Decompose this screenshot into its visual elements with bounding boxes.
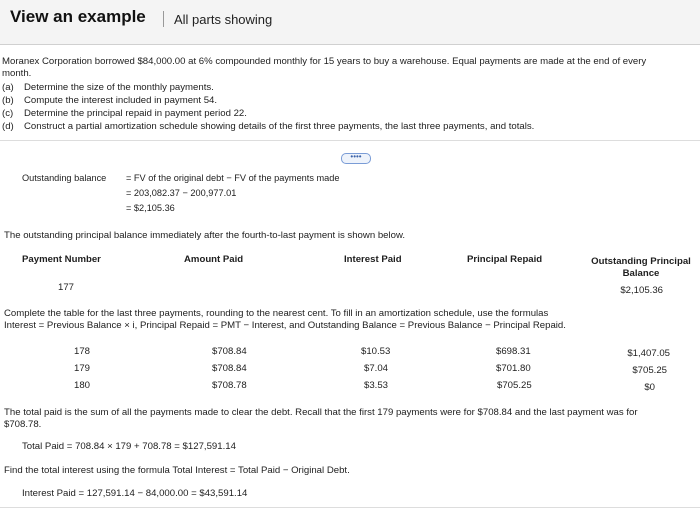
table-row-180-interest: $3.53 <box>364 380 389 391</box>
col-header-balance: Balance <box>622 268 660 279</box>
col-header-outstanding-principal: Outstanding Principal <box>591 256 691 267</box>
total-paragraph-line1: The total paid is the sum of all the payments made to clear the debt. Recall that the first 179 payments were for $708.84 and the last payment was for <box>4 407 638 418</box>
balance-values: = 203,082.37 − 200,977.01 <box>126 188 237 198</box>
table-row-180-amount: $708.78 <box>212 380 247 391</box>
header-divider <box>163 11 164 27</box>
outstanding-intro: The outstanding principal balance immediately after the fourth-to-last payment is shown below. <box>4 230 406 241</box>
table-row-179-interest: $7.04 <box>364 363 389 374</box>
table-row-178-principal: $698.31 <box>496 346 531 357</box>
example-subtitle: All parts showing <box>174 12 273 27</box>
example-title: View an example <box>10 7 146 26</box>
find-interest-text: Find the total interest using the formula Total Interest = Total Paid − Original Debt. <box>4 465 350 476</box>
part-b-text: Compute the interest included in payment 54. <box>24 95 218 106</box>
part-a-label: (a) <box>2 82 14 93</box>
section-divider <box>0 140 700 141</box>
table-row-177-payment: 177 <box>58 282 75 293</box>
col-header-principal-repaid: Principal Repaid <box>467 254 543 265</box>
part-b-label: (b) <box>2 95 14 106</box>
table-row-179-principal: $701.80 <box>496 363 531 374</box>
table-row-180-balance: $0 <box>644 382 655 393</box>
part-a-text: Determine the size of the monthly payments. <box>24 82 214 93</box>
total-paid-formula: Total Paid = 708.84 × 179 + 708.78 = $127,591.14 <box>22 441 236 452</box>
col-header-payment-number: Payment Number <box>22 254 101 265</box>
total-paragraph-line2: $708.78. <box>4 419 42 430</box>
bottom-divider <box>0 507 700 508</box>
table-row-178-interest: $10.53 <box>361 346 391 357</box>
part-c-text: Determine the principal repaid in payment period 22. <box>24 108 247 119</box>
table-row-178-payment: 178 <box>74 346 91 357</box>
problem-statement-line2: month. <box>2 68 32 79</box>
part-d-text: Construct a partial amortization schedule showing details of the first three payments, the last three payments, and totals. <box>24 121 535 132</box>
instructions-line1: Complete the table for the last three payments, rounding to the nearest cent. To fill in an amortization schedule, use the formulas <box>4 308 549 319</box>
part-d-label: (d) <box>2 121 14 132</box>
col-header-amount-paid: Amount Paid <box>184 254 244 265</box>
table-row-179-balance: $705.25 <box>632 365 667 376</box>
balance-result: = $2,105.36 <box>126 203 175 213</box>
col-header-interest-paid: Interest Paid <box>344 254 402 265</box>
table-row-179-amount: $708.84 <box>212 363 247 374</box>
expand-steps-button[interactable]: •••• <box>341 153 371 164</box>
balance-expression: = FV of the original debt − FV of the payments made <box>126 173 340 183</box>
balance-label: Outstanding balance <box>22 173 107 183</box>
table-row-180-payment: 180 <box>74 380 91 391</box>
interest-paid-formula: Interest Paid = 127,591.14 − 84,000.00 = $43,591.14 <box>22 488 248 499</box>
table-row-179-payment: 179 <box>74 363 91 374</box>
part-c-label: (c) <box>2 108 14 119</box>
table-row-178-balance: $1,407.05 <box>627 348 670 359</box>
table-row-180-principal: $705.25 <box>497 380 532 391</box>
table-row-177-balance: $2,105.36 <box>620 285 663 296</box>
instructions-line2: Interest = Previous Balance × i, Principal Repaid = PMT − Interest, and Outstanding Balance = Previous Balance − Principal Repaid. <box>4 320 566 331</box>
table-row-178-amount: $708.84 <box>212 346 247 357</box>
problem-statement-line1: Moranex Corporation borrowed $84,000.00 at 6% compounded monthly for 15 years to buy a warehouse. Equal payments are made at the end of every <box>2 56 647 67</box>
